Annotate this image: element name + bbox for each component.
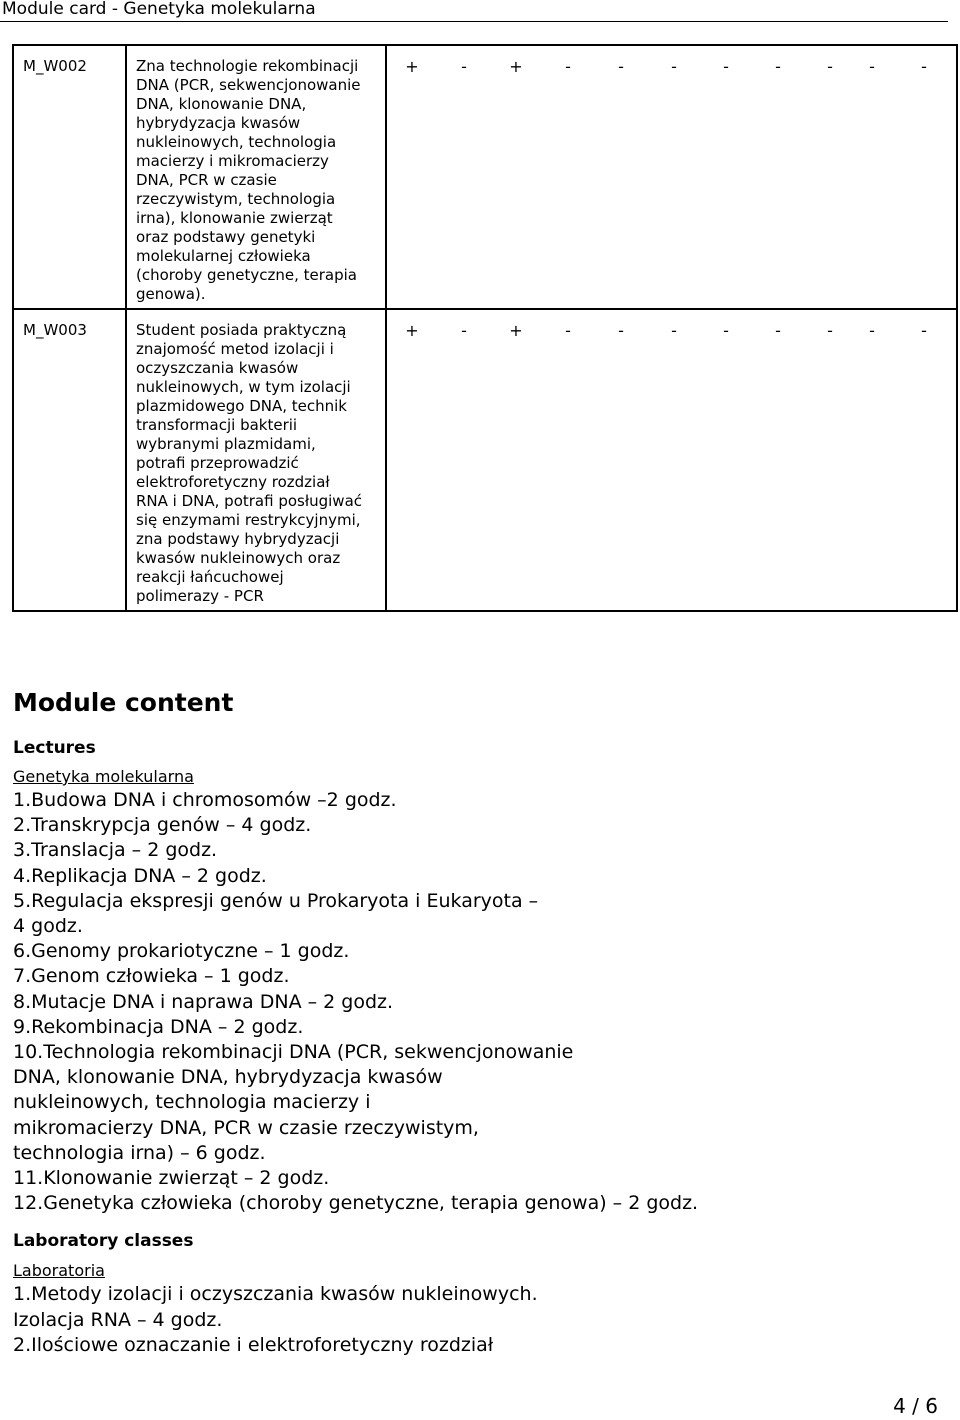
learning-outcomes-body: [13, 45, 957, 611]
lecture-item: 5.Regulacja ekspresji genów u Prokaryota i Eukaryota –: [13, 889, 539, 912]
outcome-description-line: się enzymami restrykcyjnymi,: [136, 511, 361, 529]
lecture-item: 7.Genom człowieka – 1 godz.: [13, 965, 290, 988]
outcome-mark: -: [671, 57, 677, 76]
outcome-mark: -: [671, 321, 677, 340]
outcome-description-line: oczyszczania kwasów: [136, 359, 299, 377]
outcome-mark: -: [461, 321, 467, 340]
outcome-description-line: hybrydyzacja kwasów: [136, 114, 301, 132]
outcome-description-line: nukleinowych, technologia: [136, 133, 337, 151]
outcome-mark: -: [775, 321, 781, 340]
laboratory-item: 1.Metody izolacji i oczyszczania kwasów nukleinowych.: [13, 1283, 538, 1306]
outcome-description-line: reakcji łańcuchowej: [136, 568, 284, 586]
module-content-title: Module content: [13, 688, 234, 717]
page-header-title: Module card - Genetyka molekularna: [2, 0, 316, 19]
outcome-description-line: transformacji bakterii: [136, 416, 298, 434]
outcome-marks: [386, 309, 957, 611]
page-number: 4 / 6: [893, 1394, 938, 1418]
outcome-description-line: rzeczywistym, technologia: [136, 190, 336, 208]
lectures-heading: Lectures: [13, 738, 96, 758]
outcome-description-line: znajomość metod izolacji i: [136, 340, 334, 358]
outcome-mark: -: [618, 321, 624, 340]
lecture-item: 4 godz.: [13, 915, 83, 938]
lecture-item: 12.Genetyka człowieka (choroby genetyczne, terapia genowa) – 2 godz.: [13, 1192, 699, 1215]
outcome-description-line: nukleinowych, w tym izolacji: [136, 378, 351, 396]
outcome-mark: +: [405, 321, 419, 340]
lecture-item: 1.Budowa DNA i chromosomów –2 godz.: [13, 789, 397, 811]
outcome-marks: [386, 45, 957, 309]
outcome-mark: -: [723, 321, 729, 340]
page-header: [0, 0, 948, 22]
outcome-description-line: wybranymi plazmidami,: [136, 435, 316, 453]
laboratory-subtitle: Laboratoria: [13, 1261, 105, 1281]
lecture-item: 11.Klonowanie zwierząt – 2 godz.: [13, 1167, 330, 1190]
outcome-description-line: molekularnej człowieka: [136, 247, 311, 265]
lecture-item: 3.Translacja – 2 godz.: [13, 839, 218, 862]
lecture-item: technologia irna) – 6 godz.: [13, 1141, 266, 1164]
outcome-description-line: polimerazy - PCR: [136, 587, 264, 605]
lecture-item: 6.Genomy prokariotyczne – 1 godz.: [13, 940, 350, 963]
outcome-description-line: (choroby genetyczne, terapia: [136, 266, 357, 284]
outcome-row: [13, 309, 957, 611]
outcome-row: [13, 45, 957, 309]
outcome-mark: -: [921, 321, 927, 340]
lecture-item: 2.Transkrypcja genów – 4 godz.: [13, 814, 312, 837]
outcome-code: M_W002: [13, 45, 126, 309]
outcome-description-line: RNA i DNA, potrafi posługiwać: [136, 492, 363, 510]
outcome-description-line: plazmidowego DNA, technik: [136, 397, 347, 415]
laboratory-list: [13, 1282, 943, 1358]
laboratory-item: Izolacja RNA – 4 godz.: [13, 1308, 223, 1331]
lecture-item: 4.Replikacja DNA – 2 godz.: [13, 864, 267, 887]
outcome-description-line: DNA (PCR, sekwencjonowanie: [136, 76, 361, 94]
outcome-mark: -: [775, 57, 781, 76]
lecture-item: nukleinowych, technologia macierzy i: [13, 1091, 371, 1114]
outcome-mark: -: [723, 57, 729, 76]
outcome-mark: -: [565, 321, 571, 340]
outcome-description-line: macierzy i mikromacierzy: [136, 152, 329, 170]
outcome-mark: -: [618, 57, 624, 76]
lecture-item: 10.Technologia rekombinacji DNA (PCR, sekwencjonowanie: [13, 1041, 574, 1064]
outcome-description-line: Zna technologie rekombinacji: [136, 57, 359, 75]
outcome-description-line: elektroforetyczny rozdział: [136, 473, 330, 491]
lecture-item: DNA, klonowanie DNA, hybrydyzacja kwasów: [13, 1066, 443, 1089]
outcome-description-line: potrafi przeprowadzić: [136, 454, 299, 472]
module-content-section: [13, 686, 943, 1358]
lectures-list: [13, 788, 943, 1216]
laboratory-heading: Laboratory classes: [13, 1231, 194, 1252]
learning-outcomes-table: [12, 44, 958, 612]
outcome-description-line: oraz podstawy genetyki: [136, 228, 316, 246]
laboratory-item: 2.Ilościowe oznaczanie i elektroforetyczny rozdział: [13, 1333, 494, 1356]
outcome-mark: +: [405, 57, 419, 76]
outcome-description-line: genowa).: [136, 285, 206, 303]
outcome-description: [126, 45, 386, 309]
outcome-description-line: DNA, klonowanie DNA,: [136, 95, 307, 113]
outcome-mark: +: [509, 57, 523, 76]
outcome-mark: -: [827, 57, 833, 76]
outcome-description-line: kwasów nukleinowych oraz: [136, 549, 341, 567]
outcome-code: M_W003: [13, 309, 126, 611]
lecture-item: mikromacierzy DNA, PCR w czasie rzeczywistym,: [13, 1116, 479, 1139]
outcome-mark: -: [869, 57, 875, 76]
outcome-mark: -: [827, 321, 833, 340]
outcome-mark: -: [461, 57, 467, 76]
lecture-item: 8.Mutacje DNA i naprawa DNA – 2 godz.: [13, 990, 394, 1013]
outcome-mark: -: [565, 57, 571, 76]
outcome-mark: +: [509, 321, 523, 340]
outcome-description-line: zna podstawy hybrydyzacji: [136, 530, 340, 548]
outcome-description-line: irna), klonowanie zwierząt: [136, 209, 333, 227]
outcome-description-line: DNA, PCR w czasie: [136, 171, 277, 189]
lecture-item: 9.Rekombinacja DNA – 2 godz.: [13, 1015, 304, 1038]
outcome-mark: -: [869, 321, 875, 340]
outcome-description-line: Student posiada praktyczną: [136, 321, 347, 339]
outcome-description: [126, 309, 386, 611]
lectures-subtitle: Genetyka molekularna: [13, 767, 194, 786]
outcome-mark: -: [921, 57, 927, 76]
